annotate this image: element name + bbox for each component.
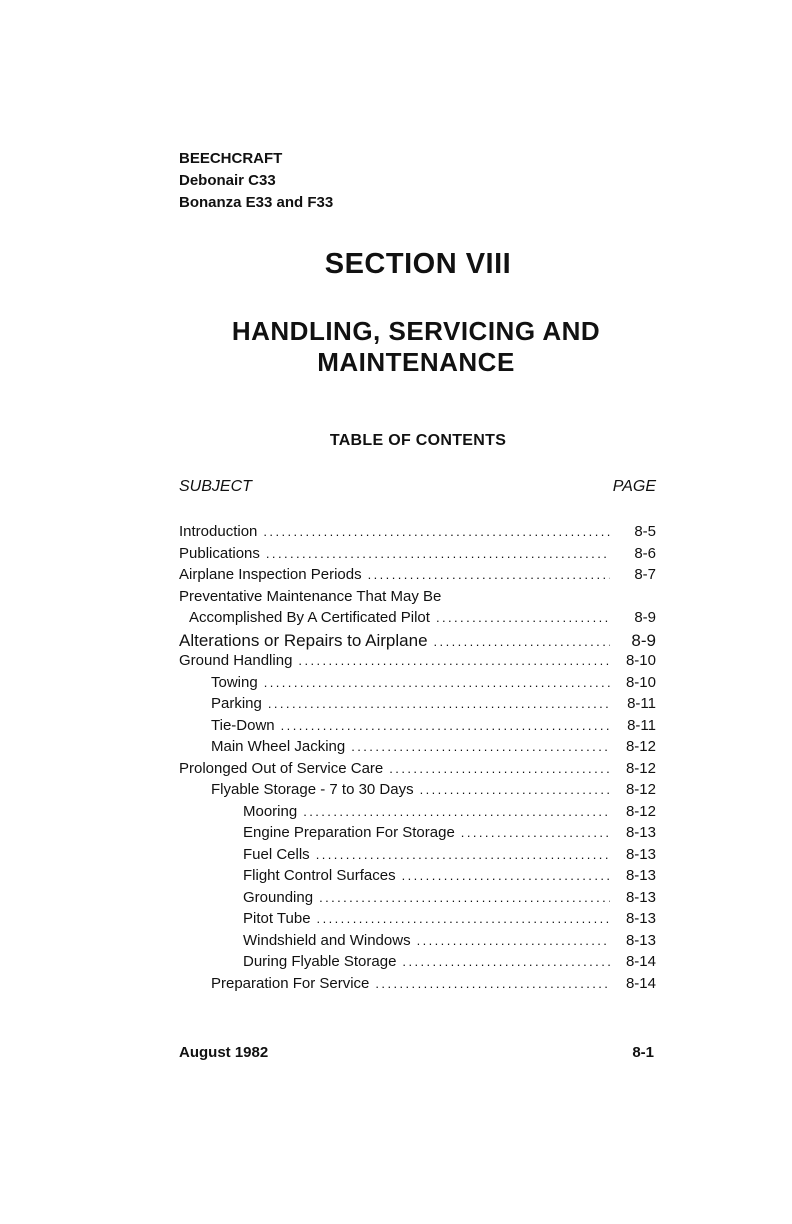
dot-leader	[281, 718, 610, 733]
toc-entry-ground-handling	[179, 652, 656, 674]
toc-entry-label: Prolonged Out of Service Care	[179, 759, 384, 777]
footer-date: August 1982	[179, 1044, 269, 1061]
dot-leader	[298, 653, 610, 668]
dot-leader	[420, 782, 610, 797]
dot-leader	[266, 546, 610, 561]
toc-entry-page: 8-13	[625, 931, 656, 949]
toc-entry-page: 8-10	[625, 652, 656, 669]
toc-entry-page: 8-12	[625, 738, 656, 755]
toc-entry-preparation-for-service	[179, 975, 656, 997]
toc-entry-label: Parking	[211, 695, 262, 712]
dot-leader	[368, 567, 610, 582]
toc-entry-page: 8-14	[625, 974, 656, 992]
toc-entry-label: Towing	[211, 673, 258, 691]
dot-leader	[316, 847, 610, 862]
toc-entry-label: Tie-Down	[211, 716, 275, 734]
dot-leader	[351, 739, 610, 754]
toc-entry-label: Introduction	[179, 523, 258, 540]
dot-leader	[264, 675, 610, 690]
toc-entry-introduction	[179, 523, 656, 545]
dot-leader	[317, 911, 610, 926]
section-title: SECTION VIII	[324, 248, 512, 280]
dot-leader	[263, 524, 610, 539]
dot-leader	[319, 890, 610, 905]
toc-entry-flyable-storage	[179, 781, 656, 803]
toc-entry-page: 8-9	[631, 630, 656, 650]
dot-leader	[402, 954, 610, 969]
toc-entry-label: During Flyable Storage	[243, 953, 397, 970]
toc-entry-windshield-windows	[179, 932, 656, 954]
toc-entry-engine-preparation	[179, 824, 656, 846]
toc-entry-page: 8-14	[625, 953, 656, 970]
manufacturer-name: BEECHCRAFT	[179, 150, 283, 167]
dot-leader	[461, 825, 610, 840]
main-title-line-2: MAINTENANCE	[317, 347, 515, 377]
toc-entry-label: Alterations or Repairs to Airplane	[179, 630, 428, 650]
toc-entry-page: 8-12	[625, 781, 656, 798]
toc-entry-label: Flyable Storage - 7 to 30 Days	[211, 781, 414, 798]
toc-entry-label: Airplane Inspection Periods	[179, 566, 362, 583]
toc-entry-page: 8-7	[634, 566, 656, 583]
dot-leader	[303, 804, 610, 819]
dot-leader	[389, 761, 610, 776]
subject-column-header: SUBJECT	[179, 478, 252, 495]
toc-entry-flight-control-surfaces	[179, 867, 656, 889]
toc-entry-label: Pitot Tube	[243, 910, 311, 927]
main-title-line-1: HANDLING, SERVICING AND	[231, 316, 601, 346]
toc-entry-page: 8-13	[625, 910, 656, 927]
page-column-header: PAGE	[612, 478, 656, 495]
toc-entry-page: 8-5	[634, 523, 656, 540]
toc-entry-towing	[179, 674, 656, 696]
toc-entry-label: Main Wheel Jacking	[211, 738, 346, 755]
toc-entry-label: Windshield and Windows	[243, 931, 411, 949]
dot-leader	[402, 868, 610, 883]
toc-entry-pitot-tube	[179, 910, 656, 932]
dot-leader	[434, 634, 610, 649]
toc-entry-inspection-periods	[179, 566, 656, 588]
toc-entry-page: 8-13	[625, 845, 656, 863]
toc-entry-fuel-cells	[179, 846, 656, 868]
toc-entry-page: 8-9	[634, 609, 656, 626]
footer-page-number: 8-1	[632, 1044, 654, 1061]
toc-entry-label: Preventative Maintenance That May Be	[179, 587, 442, 605]
toc-entry-alterations-repairs	[179, 631, 656, 653]
toc-entry-label: Engine Preparation For Storage	[243, 824, 455, 841]
toc-entry-page: 8-12	[625, 759, 656, 777]
toc-entry-label: Publications	[179, 544, 260, 562]
dot-leader	[417, 933, 610, 948]
toc-entry-label: Mooring	[243, 802, 298, 820]
toc-entry-label: Fuel Cells	[243, 845, 310, 863]
toc-entry-during-flyable-storage	[179, 953, 656, 975]
toc-entry-grounding	[179, 889, 656, 911]
main-title	[0, 316, 792, 378]
toc-entry-label: Grounding	[243, 888, 314, 906]
toc-entry-page: 8-10	[625, 673, 656, 691]
toc-entry-main-wheel-jacking	[179, 738, 656, 760]
model-line-1: Debonair C33	[179, 172, 276, 189]
dot-leader	[436, 610, 610, 625]
toc-entry-label: Ground Handling	[179, 652, 293, 669]
dot-leader	[375, 976, 610, 991]
toc-entry-page: 8-11	[627, 695, 656, 712]
toc-entry-tie-down	[179, 717, 656, 739]
toc-entry-page: 8-12	[625, 802, 656, 820]
toc-entry-page: 8-13	[625, 824, 656, 841]
toc-entry-publications	[179, 545, 656, 567]
toc-entry-label: Flight Control Surfaces	[243, 867, 396, 884]
toc-entry-prolonged-out-of-service	[179, 760, 656, 782]
toc-entry-page: 8-11	[627, 716, 656, 734]
model-line-2: Bonanza E33 and F33	[179, 194, 334, 211]
toc-entry-mooring	[179, 803, 656, 825]
toc-title: TABLE OF CONTENTS	[329, 432, 507, 449]
dot-leader	[268, 696, 610, 711]
table-of-contents	[179, 523, 656, 996]
toc-entry-preventative-maintenance	[179, 588, 656, 610]
toc-entry-page: 8-6	[634, 544, 656, 562]
toc-entry-parking	[179, 695, 656, 717]
toc-entry-label: Preparation For Service	[211, 974, 370, 992]
document-header	[179, 148, 333, 214]
toc-entry-preventative-maintenance-cont	[179, 609, 656, 631]
toc-entry-page: 8-13	[625, 888, 656, 906]
toc-entry-page: 8-13	[625, 867, 656, 884]
toc-entry-label: Accomplished By A Certificated Pilot	[189, 609, 430, 626]
